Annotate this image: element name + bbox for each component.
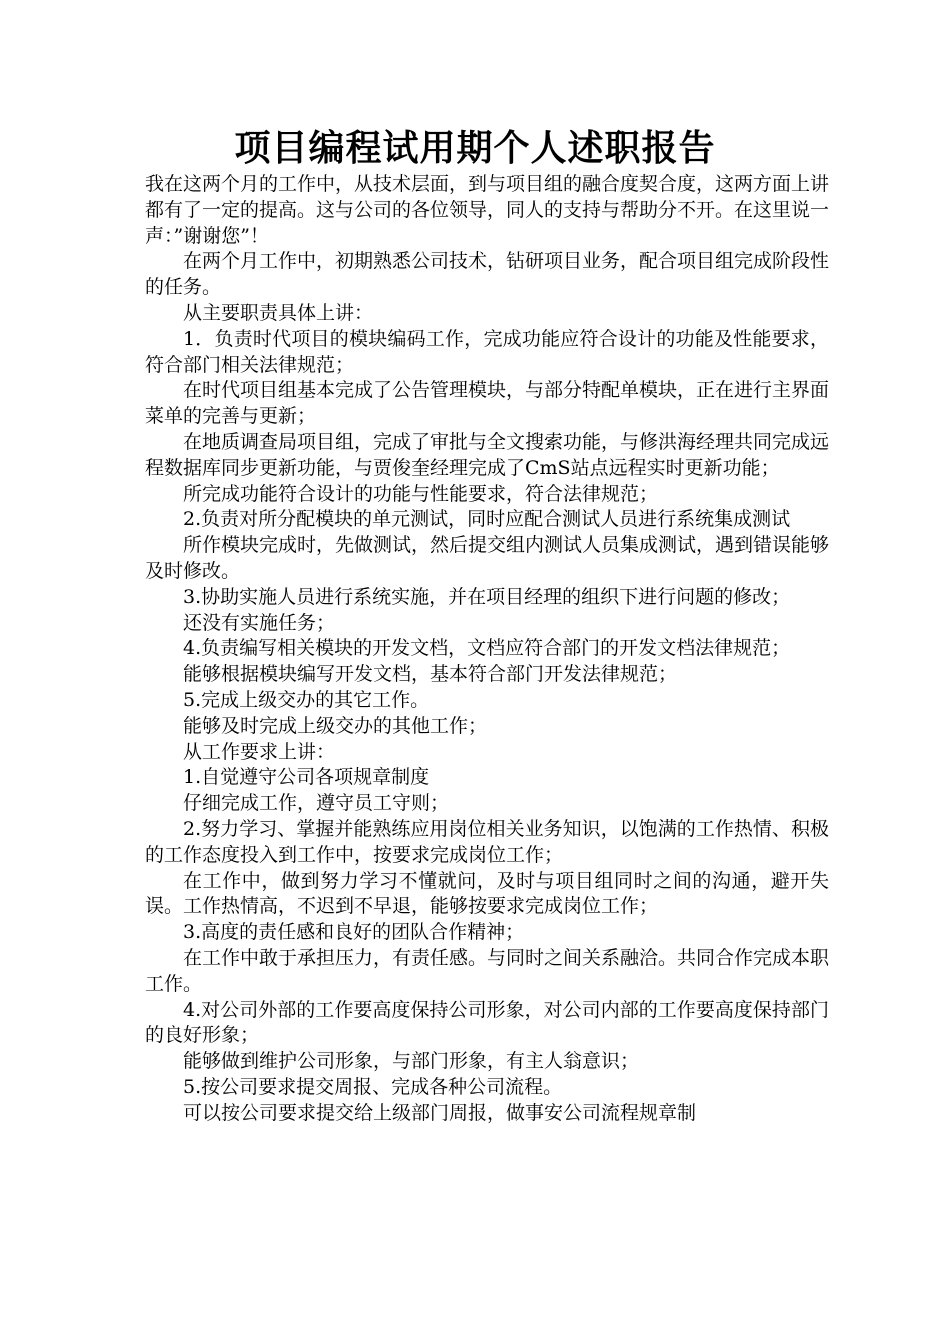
paragraph: 4.对公司外部的工作要高度保持公司形象，对公司内部的工作要高度保持部门的良好形象；: [145, 998, 829, 1047]
paragraph: 3.高度的责任感和良好的团队合作精神；: [183, 921, 525, 944]
paragraph: 1．负责时代项目的模块编码工作，完成功能应符合设计的功能及性能要求，符合部门相关法律规范；: [145, 327, 829, 376]
paragraph: 能够及时完成上级交办的其他工作；: [183, 714, 488, 737]
document-body: [145, 172, 829, 1126]
paragraph: 在时代项目组基本完成了公告管理模块，与部分特配单模块，正在进行主界面菜单的完善与更新；: [145, 379, 830, 428]
paragraph: 在工作中，做到努力学习不懂就问，及时与项目组同时之间的沟通，避开失误。工作热情高，不迟到不早退，能够按要求完成岗位工作；: [145, 869, 829, 918]
paragraph: 所完成功能符合设计的功能与性能要求，符合法律规范；: [183, 482, 659, 505]
paragraph: 可以按公司要求提交给上级部门周报，做事安公司流程规章制: [183, 1101, 697, 1124]
paragraph: 在两个月工作中，初期熟悉公司技术，钻研项目业务，配合项目组完成阶段性的任务。: [145, 250, 830, 299]
paragraph: 仔细完成工作，遵守员工守则；: [183, 792, 450, 815]
paragraph: 在工作中敢于承担压力，有责任感。与同时之间关系融洽。共同合作完成本职工作。: [145, 946, 830, 995]
document-title: 项目编程试用期个人述职报告: [234, 127, 716, 169]
paragraph: 5.按公司要求提交周报、完成各种公司流程。: [183, 1075, 563, 1098]
paragraph: 1.自觉遵守公司各项规章制度: [183, 766, 430, 789]
paragraph: 所作模块完成时，先做测试，然后提交组内测试人员集成测试，遇到错误能够及时修改。: [145, 534, 830, 582]
paragraph: 在地质调查局项目组，完成了审批与全文搜索功能，与修洪海经理共同完成远程数据库同步更新功能，与贾俊奎经理完成了CmS站点远程实时更新功能；: [145, 430, 830, 479]
paragraph: 从主要职责具体上讲：: [183, 301, 374, 324]
paragraph: 能够根据模块编写开发文档，基本符合部门开发法律规范；: [183, 663, 678, 686]
paragraph: 5.完成上级交办的其它工作。: [183, 688, 430, 711]
paragraph: 4.负责编写相关模块的开发文档，文档应符合部门的开发文档法律规范；: [183, 637, 791, 660]
paragraph: 我在这两个月的工作中，从技术层面，到与项目组的融合度契合度，这两方面上讲都有了一定的提高。这与公司的各位领导，同人的支持与帮助分不开。在这里说一声：”谢谢您”！: [145, 173, 830, 247]
paragraph: 还没有实施任务；: [183, 611, 336, 634]
paragraph: 2.努力学习、掌握并能熟练应用岗位相关业务知识，以饱满的工作热情、积极的工作态度投入到工作中，按要求完成岗位工作；: [145, 817, 829, 866]
paragraph: 从工作要求上讲：: [183, 740, 336, 763]
paragraph: 3.协助实施人员进行系统实施，并在项目经理的组织下进行问题的修改；: [183, 585, 791, 608]
paragraph: 2.负责对所分配模块的单元测试，同时应配合测试人员进行系统集成测试: [183, 508, 791, 531]
paragraph: 能够做到维护公司形象，与部门形象，有主人翁意识；: [183, 1050, 640, 1073]
